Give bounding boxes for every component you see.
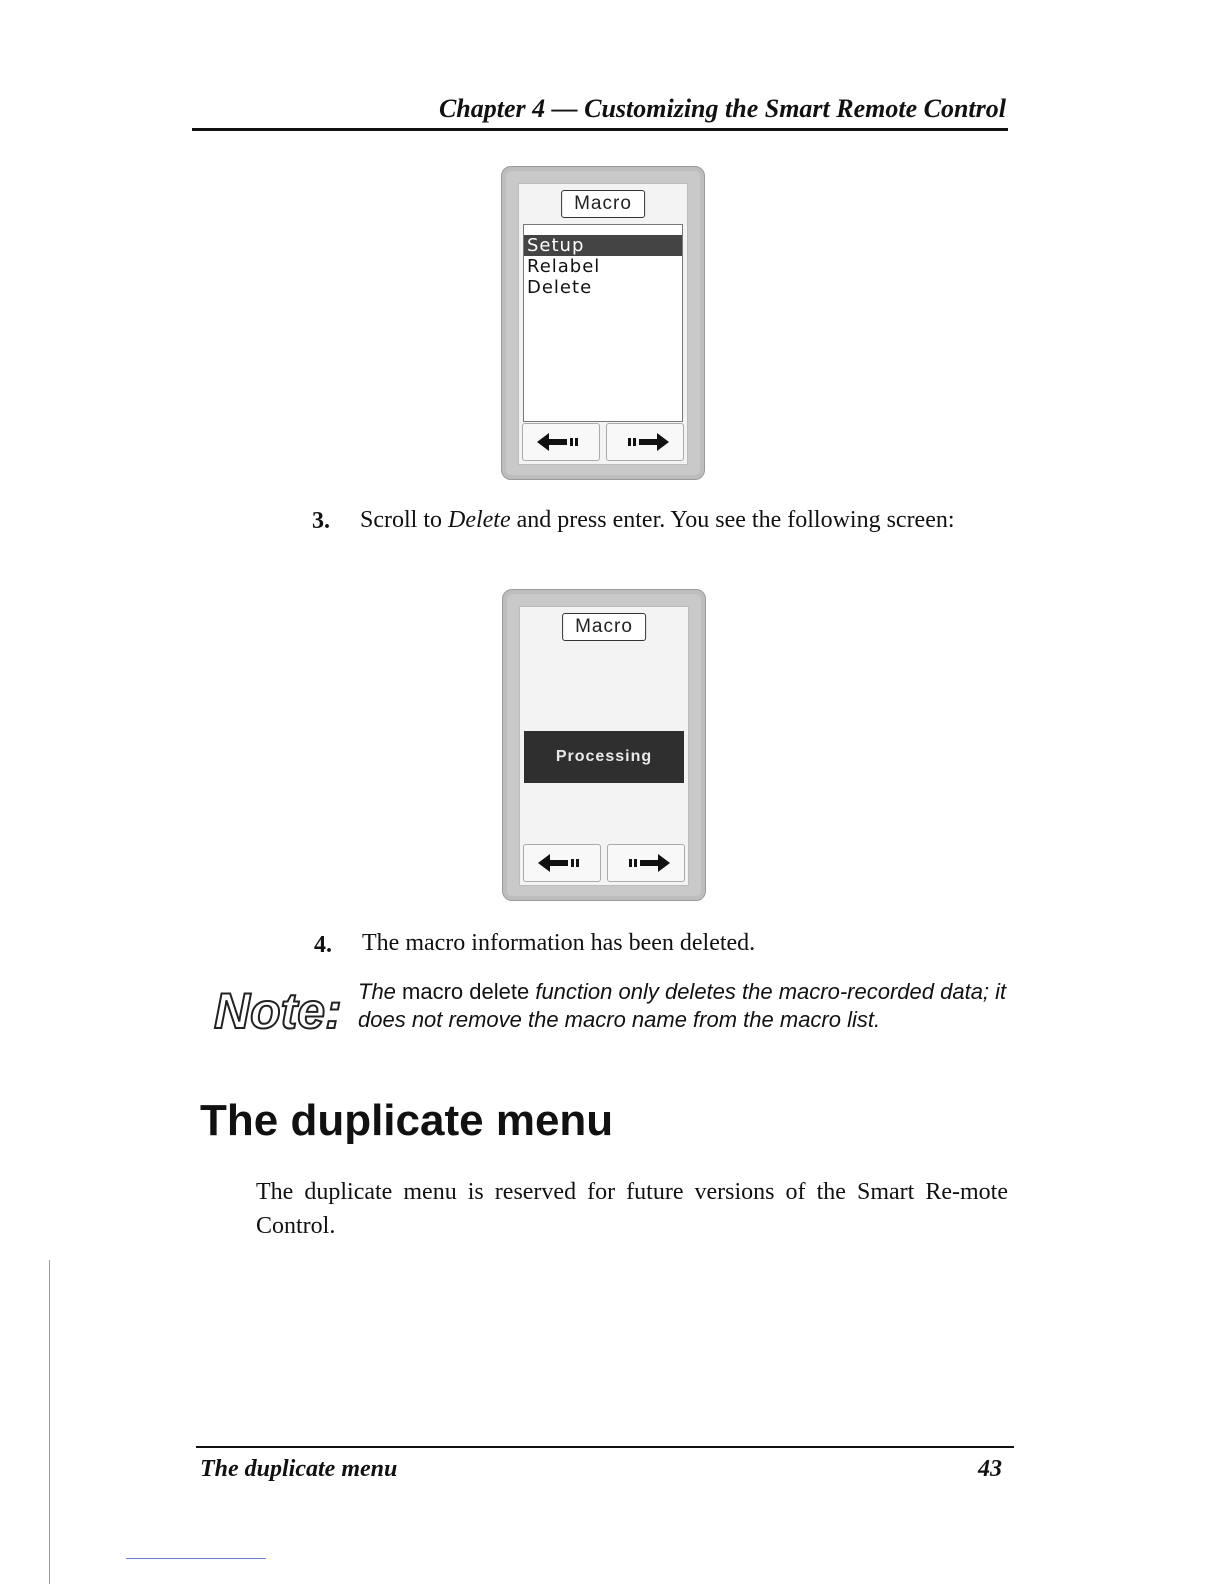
screen-title: Macro [561,190,645,218]
step-text [360,504,960,537]
menu-item-relabel[interactable]: Relabel [527,256,601,277]
footer-rule [196,1446,1014,1448]
note-logo-text: Note: [214,983,342,1038]
header-rule [192,128,1008,131]
right-arrow-icon [621,432,669,452]
page-number: 43 [978,1456,1002,1482]
note-text-part2: macro delete [395,979,536,1004]
step-text-emphasis: Delete [448,507,511,533]
note-text-part3: function only deletes the macro-recorded data; it does not remove the macro name from the macro list. [358,979,1007,1032]
running-footer: The duplicate menu [200,1456,398,1482]
forward-arrow-button[interactable] [606,423,684,461]
processing-banner: Processing [524,731,684,783]
right-arrow-icon [622,853,670,873]
margin-line [49,1260,50,1584]
note-logo-icon [212,980,342,1038]
step-number: 3. [312,508,330,534]
note-text [358,978,1008,1034]
left-arrow-icon [538,853,586,873]
macro-menu-list [523,224,683,422]
bottom-mark [126,1558,266,1559]
menu-item-setup[interactable]: Setup [524,235,682,256]
body-paragraph: The duplicate menu is reserved for future versions of the Smart Re-mote Control. [256,1179,1008,1239]
menu-item-delete[interactable]: Delete [527,277,593,298]
step-number: 4. [314,932,332,958]
step-text-post: and press enter. You see the following screen: [510,507,955,533]
forward-arrow-button[interactable] [607,844,685,882]
screen-title: Macro [562,613,646,641]
back-arrow-button[interactable] [523,844,601,882]
running-header: Chapter 4 — Customizing the Smart Remote Control [438,94,1006,123]
left-arrow-icon [537,432,585,452]
note-text-part1: The [358,979,396,1004]
back-arrow-button[interactable] [522,423,600,461]
step-text-pre: Scroll to [360,507,448,533]
step-text: The macro information has been deleted. [362,930,756,956]
remote-screen-menu [501,166,705,480]
remote-screen-processing [502,589,706,901]
section-heading: The duplicate menu [200,1096,614,1145]
